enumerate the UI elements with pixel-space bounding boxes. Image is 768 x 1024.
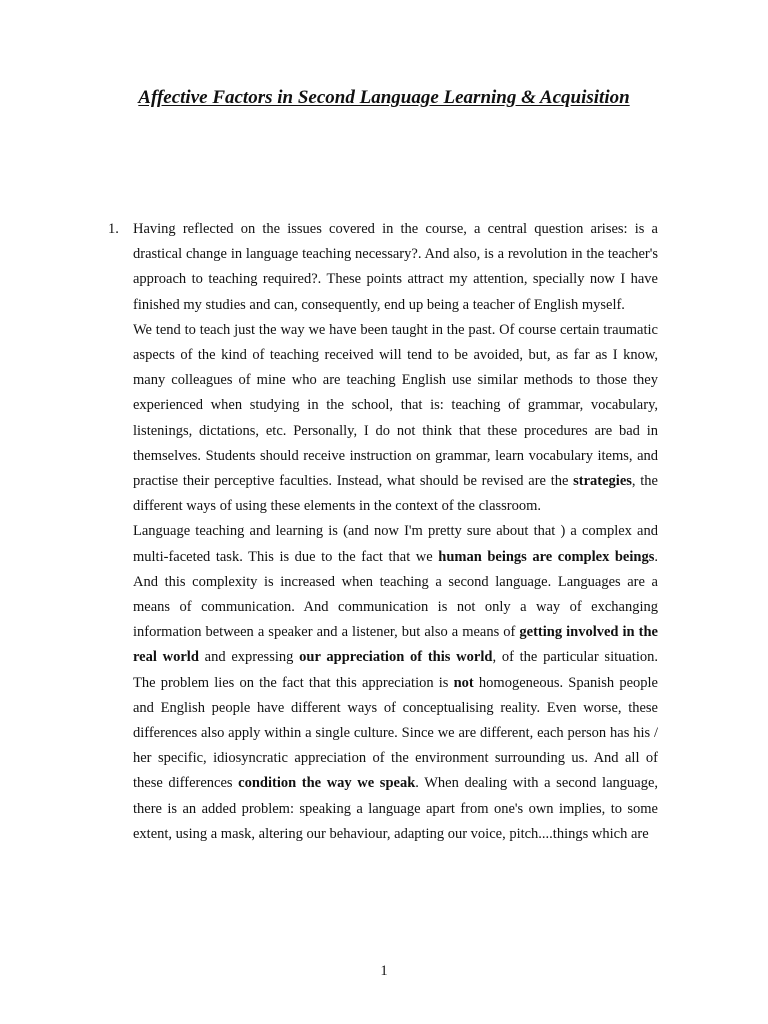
list-item-body (133, 217, 658, 847)
paragraph-2-text-a: We tend to teach just the way we have been taught in the past. Of course certain traumatic aspects of the kind of teaching received will tend to be avoided, but, as far as I know, many colleagues of mine who are teaching English use similar methods to those they experienced when studying in the school, that is: teaching of grammar, vocabulary, listenings, dictations, etc. Personally, I do not think that these procedures are bad in themselves. Students should receive instruction on grammar, learn vocabulary items, and practise their perceptive faculties. Instead, what should be revised are the (133, 321, 658, 490)
paragraph-3-text-d: and expressing (198, 649, 300, 666)
paragraph-3-text-a: Language teaching and learning is (and now I'm pretty sure about that ) a complex and multi-faceted task. This is due to the fact that we (133, 523, 658, 565)
bold-condition: condition the way we speak (238, 775, 416, 792)
bold-real-world: getting involved in the real world (133, 624, 658, 666)
bold-human-beings: human beings are complex beings (438, 548, 655, 565)
paragraph-3-text-c: . And this complexity is increased when teaching a second language. Languages are a means of communication. And communication is not only a way of exchanging information between a speaker and a listener, but also a means of (133, 548, 658, 641)
page-number: 1 (380, 963, 388, 979)
list-item-number: 1. (108, 221, 119, 237)
paragraph-2-text-c: , the different ways of using these elements in the context of the classroom. (133, 473, 658, 515)
paragraph-3-text-e: , of the particular situation. The problem lies on the fact that this appreciation is (133, 649, 659, 691)
paragraph-2 (133, 318, 658, 520)
paragraph-1: Having reflected on the issues covered in the course, a central question arises: is a drastical change in language teaching necessary?. And also, is a revolution in the teacher's approach to teaching required?. These points attract my attention, specially now I have finished my studies and can, consequently, end up being a teacher of English myself. (133, 221, 658, 313)
document-title: Affective Factors in Second Language Learning & Acquisition (138, 87, 630, 108)
paragraph-3-text-g: . When dealing with a second language, there is an added problem: speaking a language apart from one's own implies, to some extent, using a mask, altering our behaviour, adapting our voice, pitch....things which are (133, 775, 659, 842)
bold-not: not (453, 674, 474, 691)
paragraph-3-text-f: homogeneous. Spanish people and English people have different ways of conceptualising reality. Even worse, these differences also apply within a single culture. Since we are different, each person has his / her specific, idiosyncratic appreciation of the environment surrounding us. And all of these differences (133, 674, 658, 792)
paragraph-3 (133, 519, 658, 847)
bold-strategies: strategies (573, 473, 632, 490)
bold-appreciation: our appreciation of this world (299, 649, 493, 666)
